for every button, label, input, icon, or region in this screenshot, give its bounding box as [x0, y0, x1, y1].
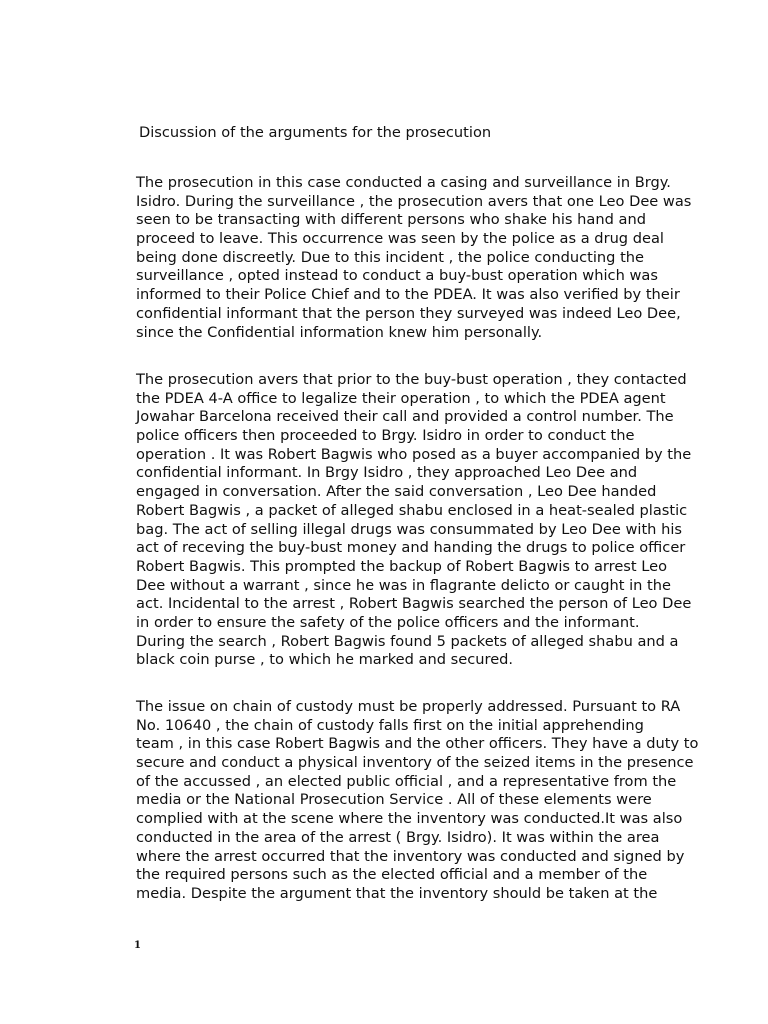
- text-line: Robert Bagwis. This prompted the backup of Robert Bagwis to arrest Leo: [136, 557, 668, 575]
- text-line: Dee without a warrant , since he was in flagrante delicto or caught in the: [136, 576, 671, 594]
- text-line: Isidro. During the surveillance , the prosecution avers that one Leo Dee was: [136, 192, 692, 210]
- text-line: confidential informant. In Brgy Isidro , they approached Leo Dee and: [136, 464, 638, 482]
- paragraph-chain-of-custody: [136, 698, 699, 904]
- text-line: act of receving the buy-bust money and handing the drugs to police officer: [136, 539, 686, 557]
- text-line: team , in this case Robert Bagwis and the other officers. They have a duty to: [136, 735, 699, 753]
- text-line: since the Confidential information knew him personally.: [136, 323, 543, 341]
- text-line: conducted in the area of the arrest ( Brgy. Isidro). It was within the area: [136, 828, 660, 846]
- text-line: Robert Bagwis , a packet of alleged shabu enclosed in a heat-sealed plastic: [136, 501, 688, 519]
- text-line: the PDEA 4-A office to legalize their operation , to which the PDEA agent: [136, 389, 666, 407]
- text-line: media. Despite the argument that the inventory should be taken at the: [136, 884, 658, 902]
- text-line: secure and conduct a physical inventory of the seized items in the presence: [136, 754, 694, 772]
- text-line: engaged in conversation. After the said conversation , Leo Dee handed: [136, 483, 657, 501]
- text-line: The issue on chain of custody must be properly addressed. Pursuant to RA: [136, 698, 681, 715]
- text-line: No. 10640 , the chain of custody falls first on the initial apprehending: [136, 716, 644, 734]
- paragraph-casing-surveillance: [136, 174, 692, 342]
- text-line: complied with at the scene where the inventory was conducted.It was also: [136, 810, 683, 828]
- text-line: Jowahar Barcelona received their call and provided a control number. The: [136, 408, 674, 426]
- text-line: police officers then proceeded to Brgy. Isidro in order to conduct the: [136, 427, 635, 445]
- text-line: being done discreetly. Due to this incident , the police conducting the: [136, 248, 645, 266]
- text-line: of the accussed , an elected public official , and a representative from the: [136, 772, 677, 790]
- text-line: media or the National Prosecution Service . All of these elements were: [136, 791, 652, 809]
- text-line: act. Incidental to the arrest , Robert Bagwis searched the person of Leo Dee: [136, 595, 692, 613]
- text-line: black coin purse , to which he marked and secured.: [136, 651, 514, 669]
- text-line: confidential informant that the person they surveyed was indeed Leo Dee,: [136, 304, 681, 322]
- section-heading: Discussion of the arguments for the prosecution: [139, 124, 492, 141]
- text-line: During the search , Robert Bagwis found 5 packets of alleged shabu and a: [136, 632, 679, 650]
- text-line: surveillance , opted instead to conduct a buy-bust operation which was: [136, 267, 658, 285]
- text-line: informed to their Police Chief and to the PDEA. It was also verified by their: [136, 286, 680, 304]
- text-line: in order to ensure the safety of the police officers and the informant.: [136, 613, 640, 631]
- text-line: seen to be transacting with different persons who shake his hand and: [136, 211, 646, 229]
- text-line: The prosecution in this case conducted a casing and surveillance in Brgy.: [136, 174, 671, 191]
- text-line: bag. The act of selling illegal drugs was consummated by Leo Dee with his: [136, 520, 682, 538]
- paragraph-buy-bust-operation: [136, 371, 692, 670]
- text-line: where the arrest occurred that the inventory was conducted and signed by: [136, 847, 685, 865]
- text-line: The prosecution avers that prior to the buy-bust operation , they contacted: [136, 371, 687, 388]
- page-number: 1: [134, 940, 141, 951]
- text-line: operation . It was Robert Bagwis who posed as a buyer accompanied by the: [136, 445, 692, 463]
- text-line: proceed to leave. This occurrence was seen by the police as a drug deal: [136, 230, 664, 248]
- text-line: the required persons such as the elected official and a member of the: [136, 866, 648, 884]
